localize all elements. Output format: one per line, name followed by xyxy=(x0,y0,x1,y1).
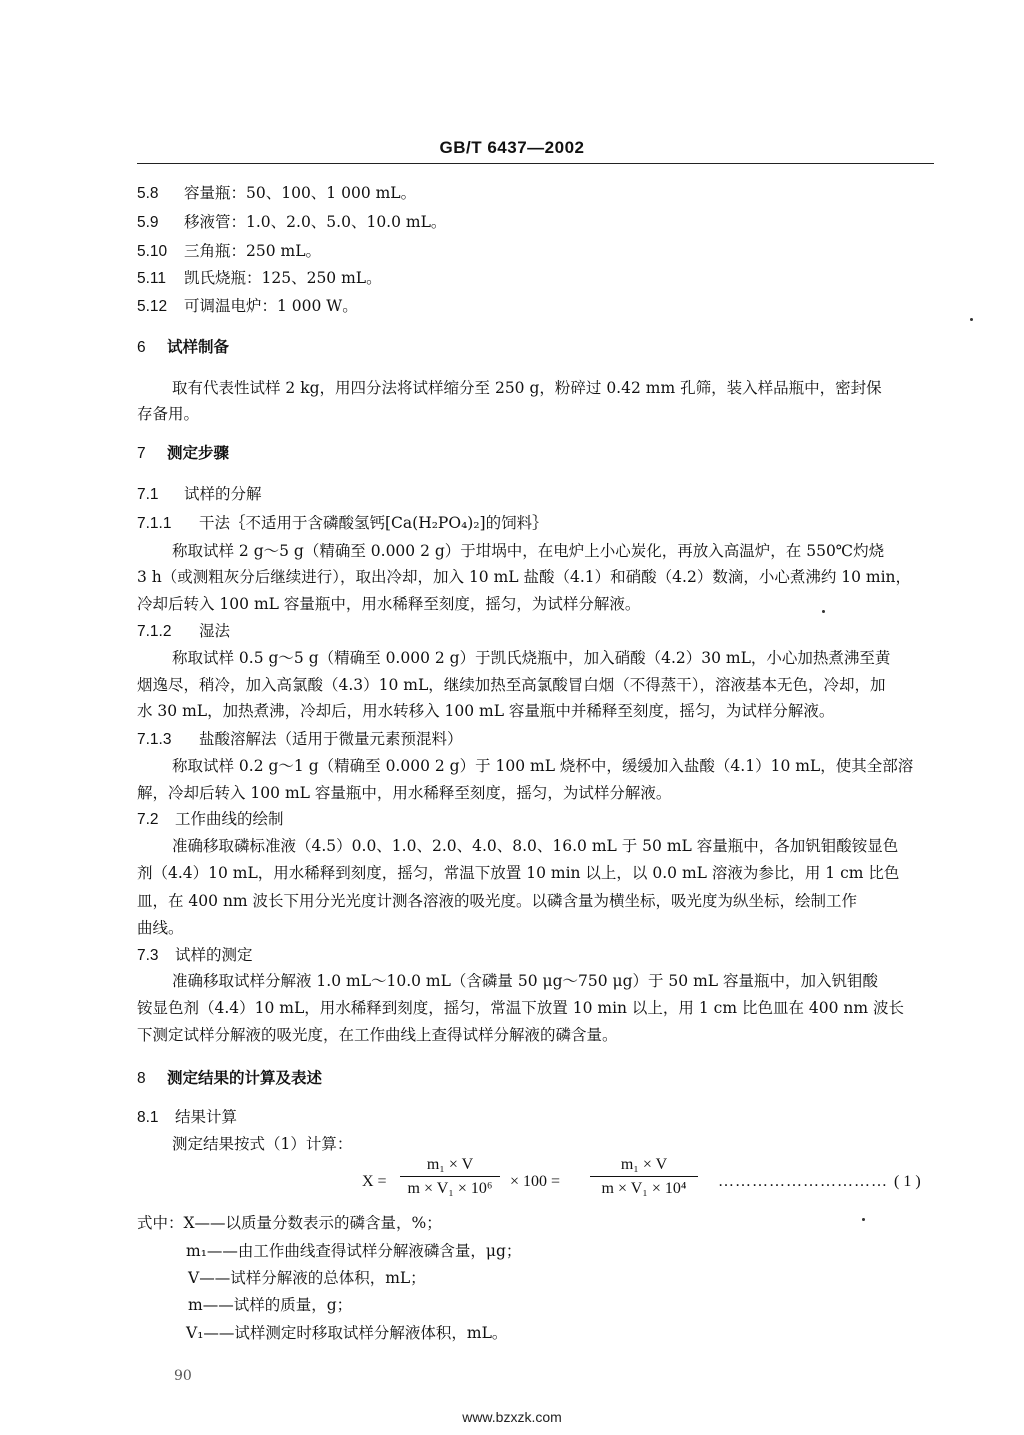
paragraph-line: 水 30 mL，加热煮沸，冷却后，用水转移入 100 mL 容量瓶中并稀释至刻度，摇匀，为试样分解液。 xyxy=(137,702,835,720)
subsection-7-1-1-heading: 7.1.1 干法｛不适用于含磷酸氢钙[Ca(H₂PO₄)₂]的饲料｝ xyxy=(137,514,548,532)
fraction-2-denominator: m × V₁ × 10⁴ xyxy=(590,1176,698,1198)
subsection-7-3-heading: 7.3 试样的测定 xyxy=(137,946,253,964)
paragraph-line: 称取试样 2 g～5 g（精确至 0.000 2 g）于坩埚中，在电炉上小心炭化，再放入高温炉，在 550℃灼烧 xyxy=(172,542,885,560)
footer-url: www.bzxzk.com xyxy=(462,1409,562,1425)
subsection-7-1-heading: 7.1 试样的分解 xyxy=(137,485,262,503)
subsection-7-1-2-heading: 7.1.2 湿法 xyxy=(137,622,231,640)
variable-definition: m₁——由工作曲线查得试样分解液磷含量，μg； xyxy=(186,1242,522,1260)
fraction-1-numerator: m₁ × V xyxy=(426,1156,474,1173)
scan-speck xyxy=(822,610,825,613)
section-8-heading: 8 测定结果的计算及表述 xyxy=(137,1069,323,1087)
variable-definition: V₁——试样测定时移取试样分解液体积，mL。 xyxy=(186,1324,508,1342)
item-5-10: 5.10 三角瓶：250 mL。 xyxy=(137,242,322,260)
formula-lhs: X = xyxy=(362,1173,387,1190)
variable-definition: 式中：X——以质量分数表示的磷含量，%； xyxy=(137,1214,442,1232)
paragraph-line: 测定结果按式（1）计算： xyxy=(172,1135,353,1153)
paragraph-line: 存备用。 xyxy=(137,405,200,423)
formula-leader-dots: ………………………… xyxy=(718,1173,888,1190)
formula-fraction-2 xyxy=(590,1156,698,1198)
item-5-12: 5.12 可调温电炉：1 000 W。 xyxy=(137,297,358,315)
formula-multiplier: × 100 = xyxy=(510,1173,561,1190)
formula-number: ( 1 ) xyxy=(894,1173,921,1190)
paragraph-line: 称取试样 0.2 g～1 g（精确至 0.000 2 g）于 100 mL 烧杯中，缓缓加入盐酸（4.1）10 mL，使其全部溶 xyxy=(172,757,914,775)
header-rule xyxy=(137,163,934,164)
section-7-heading: 7 测定步骤 xyxy=(137,444,230,462)
formula-1 xyxy=(362,1156,937,1212)
paragraph-line: 解，冷却后转入 100 mL 容量瓶中，用水稀释至刻度，摇匀，为试样分解液。 xyxy=(137,784,672,802)
paragraph-line: 曲线。 xyxy=(137,919,184,937)
paragraph-line: 下测定试样分解液的吸光度，在工作曲线上查得试样分解液的磷含量。 xyxy=(137,1026,618,1044)
page-number: 90 xyxy=(174,1368,192,1384)
variable-definition: V——试样分解液的总体积，mL； xyxy=(188,1269,426,1287)
fraction-2-numerator: m₁ × V xyxy=(620,1156,668,1173)
paragraph-line: 铵显色剂（4.4）10 mL，用水稀释到刻度，摇匀，常温下放置 10 min 以上，用 1 cm 比色皿在 400 nm 波长 xyxy=(137,999,905,1017)
subsection-7-1-3-heading: 7.1.3 盐酸溶解法（适用于微量元素预混料） xyxy=(137,730,463,748)
paragraph-line: 准确移取试样分解液 1.0 mL～10.0 mL（含磷量 50 μg～750 μg）于 50 mL 容量瓶中，加入钒钼酸 xyxy=(172,972,879,990)
document-header: GB/T 6437—2002 xyxy=(439,138,585,157)
item-5-9: 5.9 移液管：1.0、2.0、5.0、10.0 mL。 xyxy=(137,213,447,231)
item-5-8: 5.8 容量瓶：50、100、1 000 mL。 xyxy=(137,184,417,202)
fraction-1-denominator: m × V₁ × 10⁶ xyxy=(400,1176,500,1198)
section-6-heading: 6 试样制备 xyxy=(137,338,230,356)
scan-speck xyxy=(970,318,973,321)
paragraph-line: 烟逸尽，稍冷，加入高氯酸（4.3）10 mL，继续加热至高氯酸冒白烟（不得蒸干），溶液基本无色，冷却，加 xyxy=(137,676,886,694)
variable-definition: m——试样的质量，g； xyxy=(188,1296,353,1314)
paragraph-line: 取有代表性试样 2 kg，用四分法将试样缩分至 250 g，粉碎过 0.42 mm 孔筛，装入样品瓶中，密封保 xyxy=(172,379,882,397)
subsection-8-1-heading: 8.1 结果计算 xyxy=(137,1108,238,1126)
paragraph-line: 准确移取磷标准液（4.5）0.0、1.0、2.0、4.0、8.0、16.0 mL 于 50 mL 容量瓶中，各加钒钼酸铵显色 xyxy=(172,837,899,855)
paragraph-line: 3 h（或测粗灰分后继续进行），取出冷却，加入 10 mL 盐酸（4.1）和硝酸（4.2）数滴，小心煮沸约 10 min， xyxy=(137,568,912,586)
formula-fraction-1 xyxy=(400,1156,500,1198)
scan-speck xyxy=(862,1218,865,1221)
paragraph-line: 称取试样 0.5 g～5 g（精确至 0.000 2 g）于凯氏烧瓶中，加入硝酸（4.2）30 mL，小心加热煮沸至黄 xyxy=(172,649,891,667)
paragraph-line: 剂（4.4）10 mL，用水稀释到刻度，摇匀，常温下放置 10 min 以上，以 0.0 mL 溶液为参比，用 1 cm 比色 xyxy=(137,864,900,882)
paragraph-line: 皿，在 400 nm 波长下用分光光度计测各溶液的吸光度。以磷含量为横坐标，吸光度为纵坐标，绘制工作 xyxy=(137,892,858,910)
paragraph-line: 冷却后转入 100 mL 容量瓶中，用水稀释至刻度，摇匀，为试样分解液。 xyxy=(137,595,641,613)
item-5-11: 5.11 凯氏烧瓶：125、250 mL。 xyxy=(137,269,382,287)
subsection-7-2-heading: 7.2 工作曲线的绘制 xyxy=(137,810,284,828)
